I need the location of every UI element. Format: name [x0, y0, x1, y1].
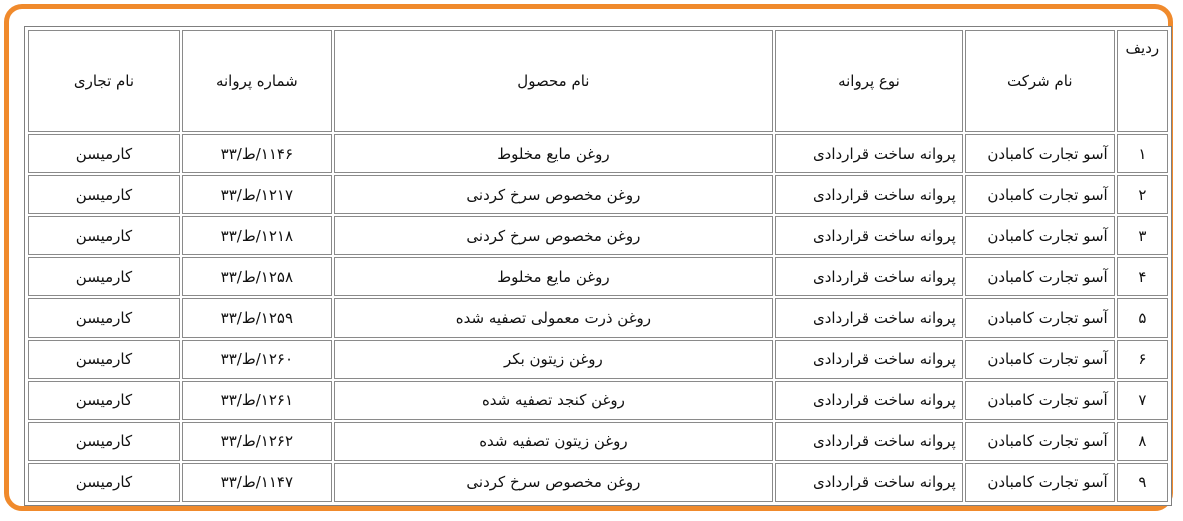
- cell-product-name: روغن مایع مخلوط: [334, 134, 773, 173]
- cell-brand-name: کارمیسن: [28, 216, 180, 255]
- license-table-container: [24, 26, 1172, 506]
- table-row: [28, 298, 1168, 337]
- header-license-type: نوع پروانه: [775, 30, 963, 132]
- table-row: [28, 216, 1168, 255]
- header-license-number: شماره پروانه: [182, 30, 332, 132]
- cell-brand-name: کارمیسن: [28, 134, 180, 173]
- cell-license-number: ۱۲۶۱/ط/۳۳: [182, 381, 332, 420]
- cell-brand-name: کارمیسن: [28, 422, 180, 461]
- cell-license-number: ۱۲۶۰/ط/۳۳: [182, 340, 332, 379]
- cell-company-name: آسو تجارت کامبادن: [965, 463, 1115, 502]
- table-row: [28, 257, 1168, 296]
- cell-license-type: پروانه ساخت قراردادی: [775, 175, 963, 214]
- cell-row-number: ۳: [1117, 216, 1168, 255]
- cell-brand-name: کارمیسن: [28, 175, 180, 214]
- cell-row-number: ۷: [1117, 381, 1168, 420]
- cell-license-type: پروانه ساخت قراردادی: [775, 257, 963, 296]
- cell-company-name: آسو تجارت کامبادن: [965, 216, 1115, 255]
- cell-product-name: روغن مخصوص سرخ کردنی: [334, 463, 773, 502]
- cell-license-number: ۱۲۵۹/ط/۳۳: [182, 298, 332, 337]
- header-row-number: ردیف: [1117, 30, 1168, 132]
- table-row: [28, 422, 1168, 461]
- header-brand-name: نام تجاری: [28, 30, 180, 132]
- cell-company-name: آسو تجارت کامبادن: [965, 298, 1115, 337]
- cell-company-name: آسو تجارت کامبادن: [965, 340, 1115, 379]
- cell-license-number: ۱۲۵۸/ط/۳۳: [182, 257, 332, 296]
- cell-license-number: ۱۲۶۲/ط/۳۳: [182, 422, 332, 461]
- cell-brand-name: کارمیسن: [28, 381, 180, 420]
- cell-brand-name: کارمیسن: [28, 257, 180, 296]
- cell-product-name: روغن مخصوص سرخ کردنی: [334, 175, 773, 214]
- table-header-row: [28, 30, 1168, 132]
- header-product-name: نام محصول: [334, 30, 773, 132]
- cell-license-type: پروانه ساخت قراردادی: [775, 463, 963, 502]
- cell-row-number: ۴: [1117, 257, 1168, 296]
- cell-license-number: ۱۱۴۶/ط/۳۳: [182, 134, 332, 173]
- table-row: [28, 134, 1168, 173]
- cell-product-name: روغن مایع مخلوط: [334, 257, 773, 296]
- cell-license-number: ۱۱۴۷/ط/۳۳: [182, 463, 332, 502]
- table-row: [28, 381, 1168, 420]
- header-company-name: نام شرکت: [965, 30, 1115, 132]
- cell-product-name: روغن زیتون بکر: [334, 340, 773, 379]
- cell-company-name: آسو تجارت کامبادن: [965, 381, 1115, 420]
- cell-license-number: ۱۲۱۸/ط/۳۳: [182, 216, 332, 255]
- cell-license-number: ۱۲۱۷/ط/۳۳: [182, 175, 332, 214]
- cell-license-type: پروانه ساخت قراردادی: [775, 422, 963, 461]
- cell-license-type: پروانه ساخت قراردادی: [775, 134, 963, 173]
- cell-license-type: پروانه ساخت قراردادی: [775, 298, 963, 337]
- cell-brand-name: کارمیسن: [28, 340, 180, 379]
- orange-rounded-frame: [4, 4, 1173, 511]
- table-row: [28, 175, 1168, 214]
- cell-license-type: پروانه ساخت قراردادی: [775, 381, 963, 420]
- cell-company-name: آسو تجارت کامبادن: [965, 134, 1115, 173]
- cell-company-name: آسو تجارت کامبادن: [965, 175, 1115, 214]
- cell-product-name: روغن ذرت معمولی تصفیه شده: [334, 298, 773, 337]
- cell-row-number: ۸: [1117, 422, 1168, 461]
- cell-company-name: آسو تجارت کامبادن: [965, 257, 1115, 296]
- cell-row-number: ۵: [1117, 298, 1168, 337]
- cell-product-name: روغن زیتون تصفیه شده: [334, 422, 773, 461]
- cell-company-name: آسو تجارت کامبادن: [965, 422, 1115, 461]
- cell-brand-name: کارمیسن: [28, 463, 180, 502]
- cell-license-type: پروانه ساخت قراردادی: [775, 216, 963, 255]
- cell-product-name: روغن مخصوص سرخ کردنی: [334, 216, 773, 255]
- cell-product-name: روغن کنجد تصفیه شده: [334, 381, 773, 420]
- license-table: [26, 28, 1170, 504]
- table-row: [28, 463, 1168, 502]
- cell-row-number: ۱: [1117, 134, 1168, 173]
- cell-row-number: ۶: [1117, 340, 1168, 379]
- cell-row-number: ۹: [1117, 463, 1168, 502]
- table-body: [28, 134, 1168, 502]
- table-row: [28, 340, 1168, 379]
- cell-license-type: پروانه ساخت قراردادی: [775, 340, 963, 379]
- cell-row-number: ۲: [1117, 175, 1168, 214]
- cell-brand-name: کارمیسن: [28, 298, 180, 337]
